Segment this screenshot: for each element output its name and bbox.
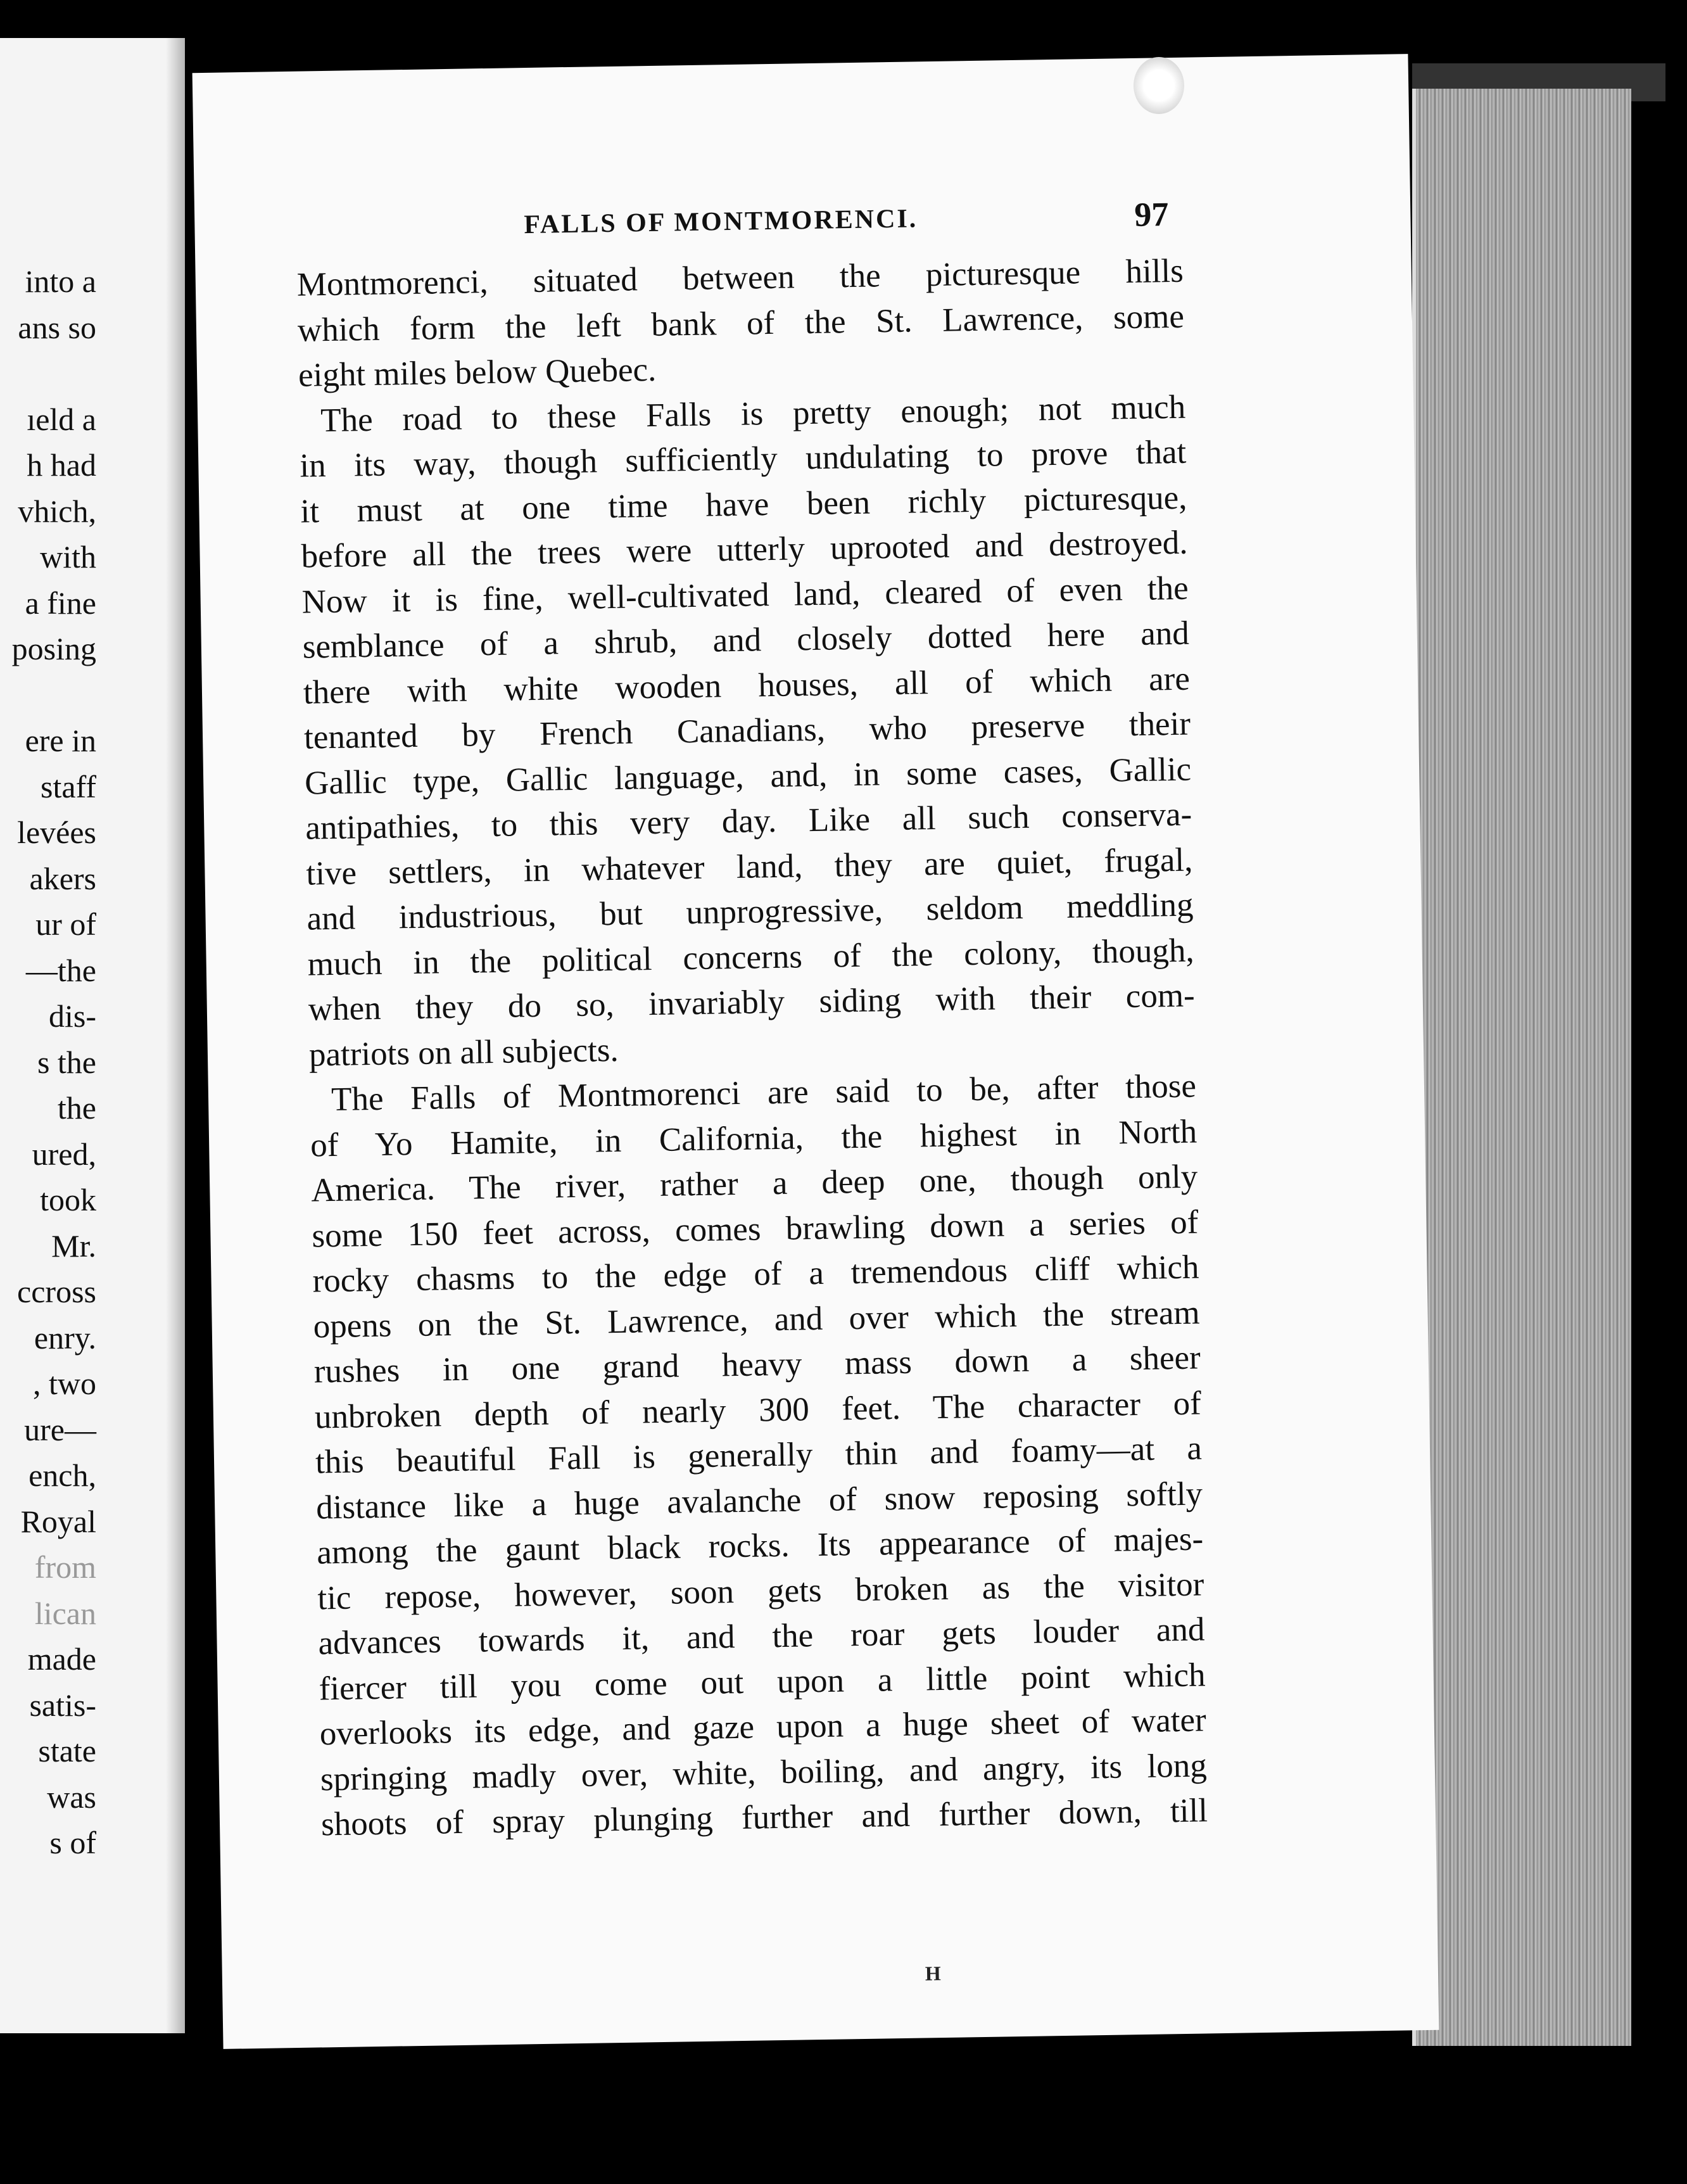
text-line: there with white wooden houses, all of which are bbox=[303, 660, 1191, 711]
text-line: it must at one time have been richly picturesque, bbox=[300, 479, 1187, 530]
book-page-edges bbox=[1412, 89, 1631, 2046]
text-line: shoots of spray plunging further and further down, till bbox=[320, 1792, 1208, 1843]
text-line: The road to these Falls is pretty enough; not much bbox=[320, 388, 1186, 439]
left-page-line: Royal bbox=[20, 1503, 96, 1539]
text-line: antipathies, to this very day. Like all such conserva- bbox=[305, 796, 1192, 847]
text-line: fiercer till you come out upon a little point which bbox=[319, 1656, 1206, 1707]
text-line: Now it is fine, well-cultivated land, cleared of even the bbox=[301, 569, 1189, 621]
left-page-line: posing bbox=[11, 631, 96, 666]
text-line: some 150 feet across, comes brawling down a series of bbox=[312, 1203, 1199, 1255]
left-page-line: ccross bbox=[17, 1274, 96, 1309]
left-page-line: lican bbox=[34, 1595, 96, 1631]
left-page-line: vhich, bbox=[18, 493, 96, 529]
left-page-line: —the bbox=[25, 952, 96, 988]
page-97 bbox=[193, 54, 1439, 2049]
left-page-line: ere in bbox=[25, 723, 96, 758]
left-page-line: staff bbox=[41, 768, 96, 804]
left-page-line: into a bbox=[25, 263, 96, 299]
left-page-line: levées bbox=[17, 815, 96, 850]
gutter-shadow bbox=[166, 38, 191, 2033]
text-line: The Falls of Montmorenci are said to be, after those bbox=[331, 1067, 1197, 1119]
text-line: tic repose, however, soon gets broken as the visitor bbox=[317, 1565, 1204, 1616]
text-line: and industrious, but unprogressive, seldom meddling bbox=[306, 886, 1194, 937]
text-line: semblance of a shrub, and closely dotted here and bbox=[302, 614, 1190, 666]
left-page-line: s of bbox=[49, 1825, 96, 1860]
left-page-line: a fine bbox=[25, 585, 96, 621]
left-page-line bbox=[0, 672, 96, 718]
left-page-line: Mr. bbox=[51, 1228, 96, 1264]
text-line: this beautiful Fall is generally thin and foamy—at a bbox=[315, 1430, 1203, 1481]
text-line: which form the left bank of the St. Lawrence, some bbox=[297, 298, 1185, 349]
left-page-line: h had bbox=[27, 447, 96, 483]
left-page-line bbox=[0, 350, 96, 397]
text-line: before all the trees were utterly uprooted and destroyed. bbox=[301, 524, 1188, 575]
text-line: eight miles below Quebec. bbox=[298, 351, 657, 394]
left-page-line: from bbox=[34, 1549, 96, 1585]
text-line: tenanted by French Canadians, who preserve their bbox=[303, 705, 1191, 756]
left-page-line: with bbox=[40, 539, 96, 575]
left-facing-page bbox=[0, 38, 185, 2033]
left-page-text-fragments bbox=[0, 258, 96, 1866]
signature-mark: H bbox=[925, 1962, 942, 1985]
left-page-line: s the bbox=[37, 1044, 96, 1080]
text-line: opens on the St. Lawrence, and over which the stream bbox=[313, 1294, 1201, 1345]
text-line: rushes in one grand heavy mass down a sheer bbox=[313, 1339, 1201, 1390]
text-line: overlooks its edge, and gaze upon a huge sheet of water bbox=[319, 1701, 1207, 1753]
left-page-line: ur of bbox=[35, 906, 96, 942]
text-line: springing madly over, white, boiling, and angry, its long bbox=[320, 1746, 1208, 1798]
text-line: America. The river, rather a deep one, though only bbox=[310, 1158, 1198, 1209]
text-line: advances towards it, and the roar gets louder and bbox=[318, 1611, 1205, 1662]
left-page-line: ench, bbox=[28, 1457, 96, 1493]
left-page-line: ıeld a bbox=[27, 401, 96, 437]
left-page-line: state bbox=[38, 1733, 96, 1768]
body-text bbox=[296, 249, 1208, 1848]
left-page-line: the bbox=[57, 1090, 96, 1126]
text-line: Gallic type, Gallic language, and, in some cases, Gallic bbox=[304, 751, 1192, 802]
running-head: FALLS OF MONTMORENCI. bbox=[524, 204, 918, 240]
left-page-line: enry. bbox=[34, 1319, 96, 1355]
text-line: among the gaunt black rocks. Its appearance of majes- bbox=[316, 1520, 1204, 1571]
paper-stain bbox=[1134, 57, 1184, 114]
text-line: of Yo Hamite, in California, the highest in North bbox=[310, 1113, 1197, 1164]
left-page-line: ured, bbox=[32, 1136, 96, 1172]
left-page-line: akers bbox=[29, 860, 96, 896]
text-line: in its way, though sufficiently undulating to prove that bbox=[299, 433, 1187, 485]
left-page-line: satis- bbox=[29, 1687, 96, 1723]
page-number: 97 bbox=[1134, 195, 1169, 234]
text-line: distance like a huge avalanche of snow reposing softly bbox=[315, 1475, 1203, 1526]
left-page-line: ure— bbox=[24, 1411, 96, 1447]
text-line: rocky chasms to the edge of a tremendous cliff which bbox=[312, 1248, 1199, 1300]
text-line: patriots on all subjects. bbox=[308, 1031, 619, 1074]
left-page-line: , two bbox=[33, 1366, 96, 1401]
text-line: tive settlers, in whatever land, they are quiet, frugal, bbox=[306, 841, 1193, 892]
text-line: much in the political concerns of the colony, though, bbox=[307, 932, 1195, 983]
left-page-line: dis- bbox=[49, 998, 96, 1034]
left-page-line: took bbox=[40, 1182, 96, 1217]
text-line: when they do so, invariably siding with their com- bbox=[308, 977, 1196, 1028]
left-page-line: made bbox=[27, 1641, 96, 1677]
left-page-line: was bbox=[47, 1779, 96, 1815]
left-page-line: ans so bbox=[18, 309, 96, 345]
text-line: unbroken depth of nearly 300 feet. The character of bbox=[314, 1385, 1202, 1435]
text-line: Montmorenci, situated between the picturesque hills bbox=[296, 252, 1184, 303]
